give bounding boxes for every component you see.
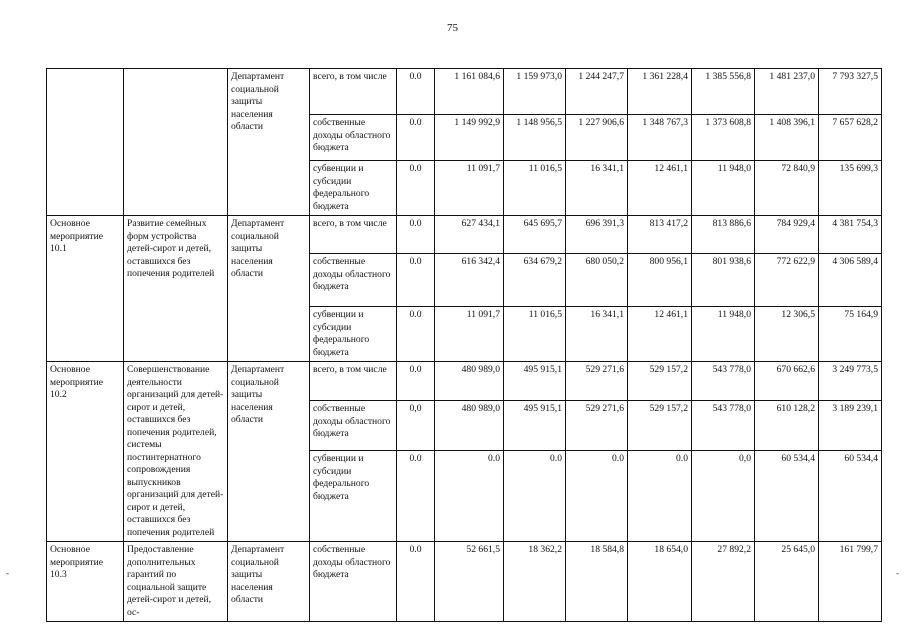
funding-source-cell: всего, в том числе: [310, 69, 397, 115]
total-value-cell: 3 249 773,5: [819, 362, 882, 401]
amount-cell: 12 461,1: [628, 161, 692, 216]
table-row: [47, 362, 882, 401]
amount-cell: 0.0: [397, 216, 435, 254]
amount-cell: 634 679,2: [504, 254, 566, 307]
amount-cell: 1 361 228,4: [628, 69, 692, 115]
amount-cell: 1 161 084,6: [435, 69, 504, 115]
amount-cell: 11 091,7: [435, 161, 504, 216]
total-value-cell: 7 793 327,5: [819, 69, 882, 115]
funding-source-cell: всего, в том числе: [310, 216, 397, 254]
total-value-cell: 3 189 239,1: [819, 401, 882, 451]
total-value-cell: 60 534,4: [819, 451, 882, 542]
funding-source-cell: собственные доходы областного бюджета: [310, 115, 397, 161]
amount-cell: 1 149 992,9: [435, 115, 504, 161]
amount-cell: 11 948,0: [692, 307, 755, 362]
amount-cell: 772 622,9: [755, 254, 819, 307]
amount-cell: 0.0: [397, 254, 435, 307]
amount-cell: 784 929,4: [755, 216, 819, 254]
amount-cell: 16 341,1: [566, 307, 628, 362]
table-body: [47, 69, 882, 622]
amount-cell: 18 654,0: [628, 542, 692, 622]
total-value-cell: 4 381 754,3: [819, 216, 882, 254]
total-value-cell: 161 799,7: [819, 542, 882, 622]
funding-source-cell: субвенции и субсидии федерального бюджета: [310, 161, 397, 216]
amount-cell: 0.0: [397, 161, 435, 216]
amount-cell: 680 050,2: [566, 254, 628, 307]
amount-cell: 0.0: [566, 451, 628, 542]
amount-cell: 813 417,2: [628, 216, 692, 254]
amount-cell: 11 948,0: [692, 161, 755, 216]
amount-cell: 1 373 608,8: [692, 115, 755, 161]
description-cell: Предоставление дополнительных гарантий по социальной защите детей-сирот и детей, ос-: [124, 542, 228, 622]
amount-cell: 12 461,1: [628, 307, 692, 362]
amount-cell: 0,0: [692, 451, 755, 542]
table-row: [47, 542, 882, 622]
amount-cell: 480 989,0: [435, 401, 504, 451]
funding-source-cell: собственные доходы областного бюджета: [310, 254, 397, 307]
executor-cell: Департамент социальной защиты населения области: [228, 69, 310, 216]
amount-cell: 12 306,5: [755, 307, 819, 362]
amount-cell: 529 157,2: [628, 362, 692, 401]
total-value-cell: 135 699,3: [819, 161, 882, 216]
funding-source-cell: субвенции и субсидии федерального бюджета: [310, 307, 397, 362]
amount-cell: 18 362,2: [504, 542, 566, 622]
right-edge-mark: -: [896, 568, 899, 578]
amount-cell: 60 534,4: [755, 451, 819, 542]
amount-cell: 18 584,8: [566, 542, 628, 622]
description-cell: Развитие семейных форм устройства детей-сирот и детей, оставшихся без попечения родителей: [124, 216, 228, 362]
total-value-cell: 4 306 589,4: [819, 254, 882, 307]
left-edge-mark: -: [6, 568, 9, 578]
table-row: [47, 216, 882, 254]
description-cell: Совершенствование деятельности организаций для детей-сирот и детей, оставшихся без попечения родителей, системы постинтернатного сопровождения выпускников организаций для детей-сирот и детей, оставшихся без попечения родителей: [124, 362, 228, 542]
measure-cell: Основное мероприятие 10.1: [47, 216, 124, 362]
amount-cell: 627 434,1: [435, 216, 504, 254]
amount-cell: 616 342,4: [435, 254, 504, 307]
amount-cell: 529 271,6: [566, 362, 628, 401]
budget-table: [46, 68, 882, 622]
amount-cell: 1 148 956,5: [504, 115, 566, 161]
description-cell: [124, 69, 228, 216]
amount-cell: 1 385 556,8: [692, 69, 755, 115]
amount-cell: 11 016,5: [504, 161, 566, 216]
funding-source-cell: всего, в том числе: [310, 362, 397, 401]
measure-cell: Основное мероприятие 10.2: [47, 362, 124, 542]
amount-cell: 1 408 396,1: [755, 115, 819, 161]
amount-cell: 813 886,6: [692, 216, 755, 254]
amount-cell: 529 271,6: [566, 401, 628, 451]
amount-cell: 0.0: [397, 115, 435, 161]
amount-cell: 1 244 247,7: [566, 69, 628, 115]
amount-cell: 495 915,1: [504, 362, 566, 401]
measure-cell: Основное мероприятие 10.3: [47, 542, 124, 622]
amount-cell: 495 915,1: [504, 401, 566, 451]
amount-cell: 11 091,7: [435, 307, 504, 362]
amount-cell: 0.0: [435, 451, 504, 542]
funding-source-cell: собственные доходы областного бюджета: [310, 401, 397, 451]
funding-source-cell: собственные доходы областного бюджета: [310, 542, 397, 622]
amount-cell: 543 778,0: [692, 401, 755, 451]
executor-cell: Департамент социальной защиты населения области: [228, 542, 310, 622]
amount-cell: 800 956,1: [628, 254, 692, 307]
amount-cell: 645 695,7: [504, 216, 566, 254]
amount-cell: 543 778,0: [692, 362, 755, 401]
total-value-cell: 7 657 628,2: [819, 115, 882, 161]
amount-cell: 11 016,5: [504, 307, 566, 362]
table-row: [47, 69, 882, 115]
amount-cell: 1 481 237,0: [755, 69, 819, 115]
amount-cell: 1 159 973,0: [504, 69, 566, 115]
measure-cell: [47, 69, 124, 216]
executor-cell: Департамент социальной защиты населения области: [228, 216, 310, 362]
amount-cell: 52 661,5: [435, 542, 504, 622]
amount-cell: 670 662,6: [755, 362, 819, 401]
total-value-cell: 75 164,9: [819, 307, 882, 362]
page-number: 75: [447, 22, 458, 34]
amount-cell: 1 227 906,6: [566, 115, 628, 161]
amount-cell: 1 348 767,3: [628, 115, 692, 161]
amount-cell: 0.0: [504, 451, 566, 542]
funding-source-cell: субвенции и субсидии федерального бюджета: [310, 451, 397, 542]
executor-cell: Департамент социальной защиты населения области: [228, 362, 310, 542]
amount-cell: 0.0: [397, 451, 435, 542]
amount-cell: 801 938,6: [692, 254, 755, 307]
amount-cell: 0,0: [397, 401, 435, 451]
amount-cell: 610 128,2: [755, 401, 819, 451]
amount-cell: 529 157,2: [628, 401, 692, 451]
amount-cell: 696 391,3: [566, 216, 628, 254]
amount-cell: 27 892,2: [692, 542, 755, 622]
amount-cell: 0.0: [397, 362, 435, 401]
amount-cell: 0.0: [397, 542, 435, 622]
amount-cell: 16 341,1: [566, 161, 628, 216]
amount-cell: 0.0: [397, 69, 435, 115]
amount-cell: 72 840,9: [755, 161, 819, 216]
amount-cell: 0.0: [397, 307, 435, 362]
amount-cell: 480 989,0: [435, 362, 504, 401]
amount-cell: 0.0: [628, 451, 692, 542]
amount-cell: 25 645,0: [755, 542, 819, 622]
